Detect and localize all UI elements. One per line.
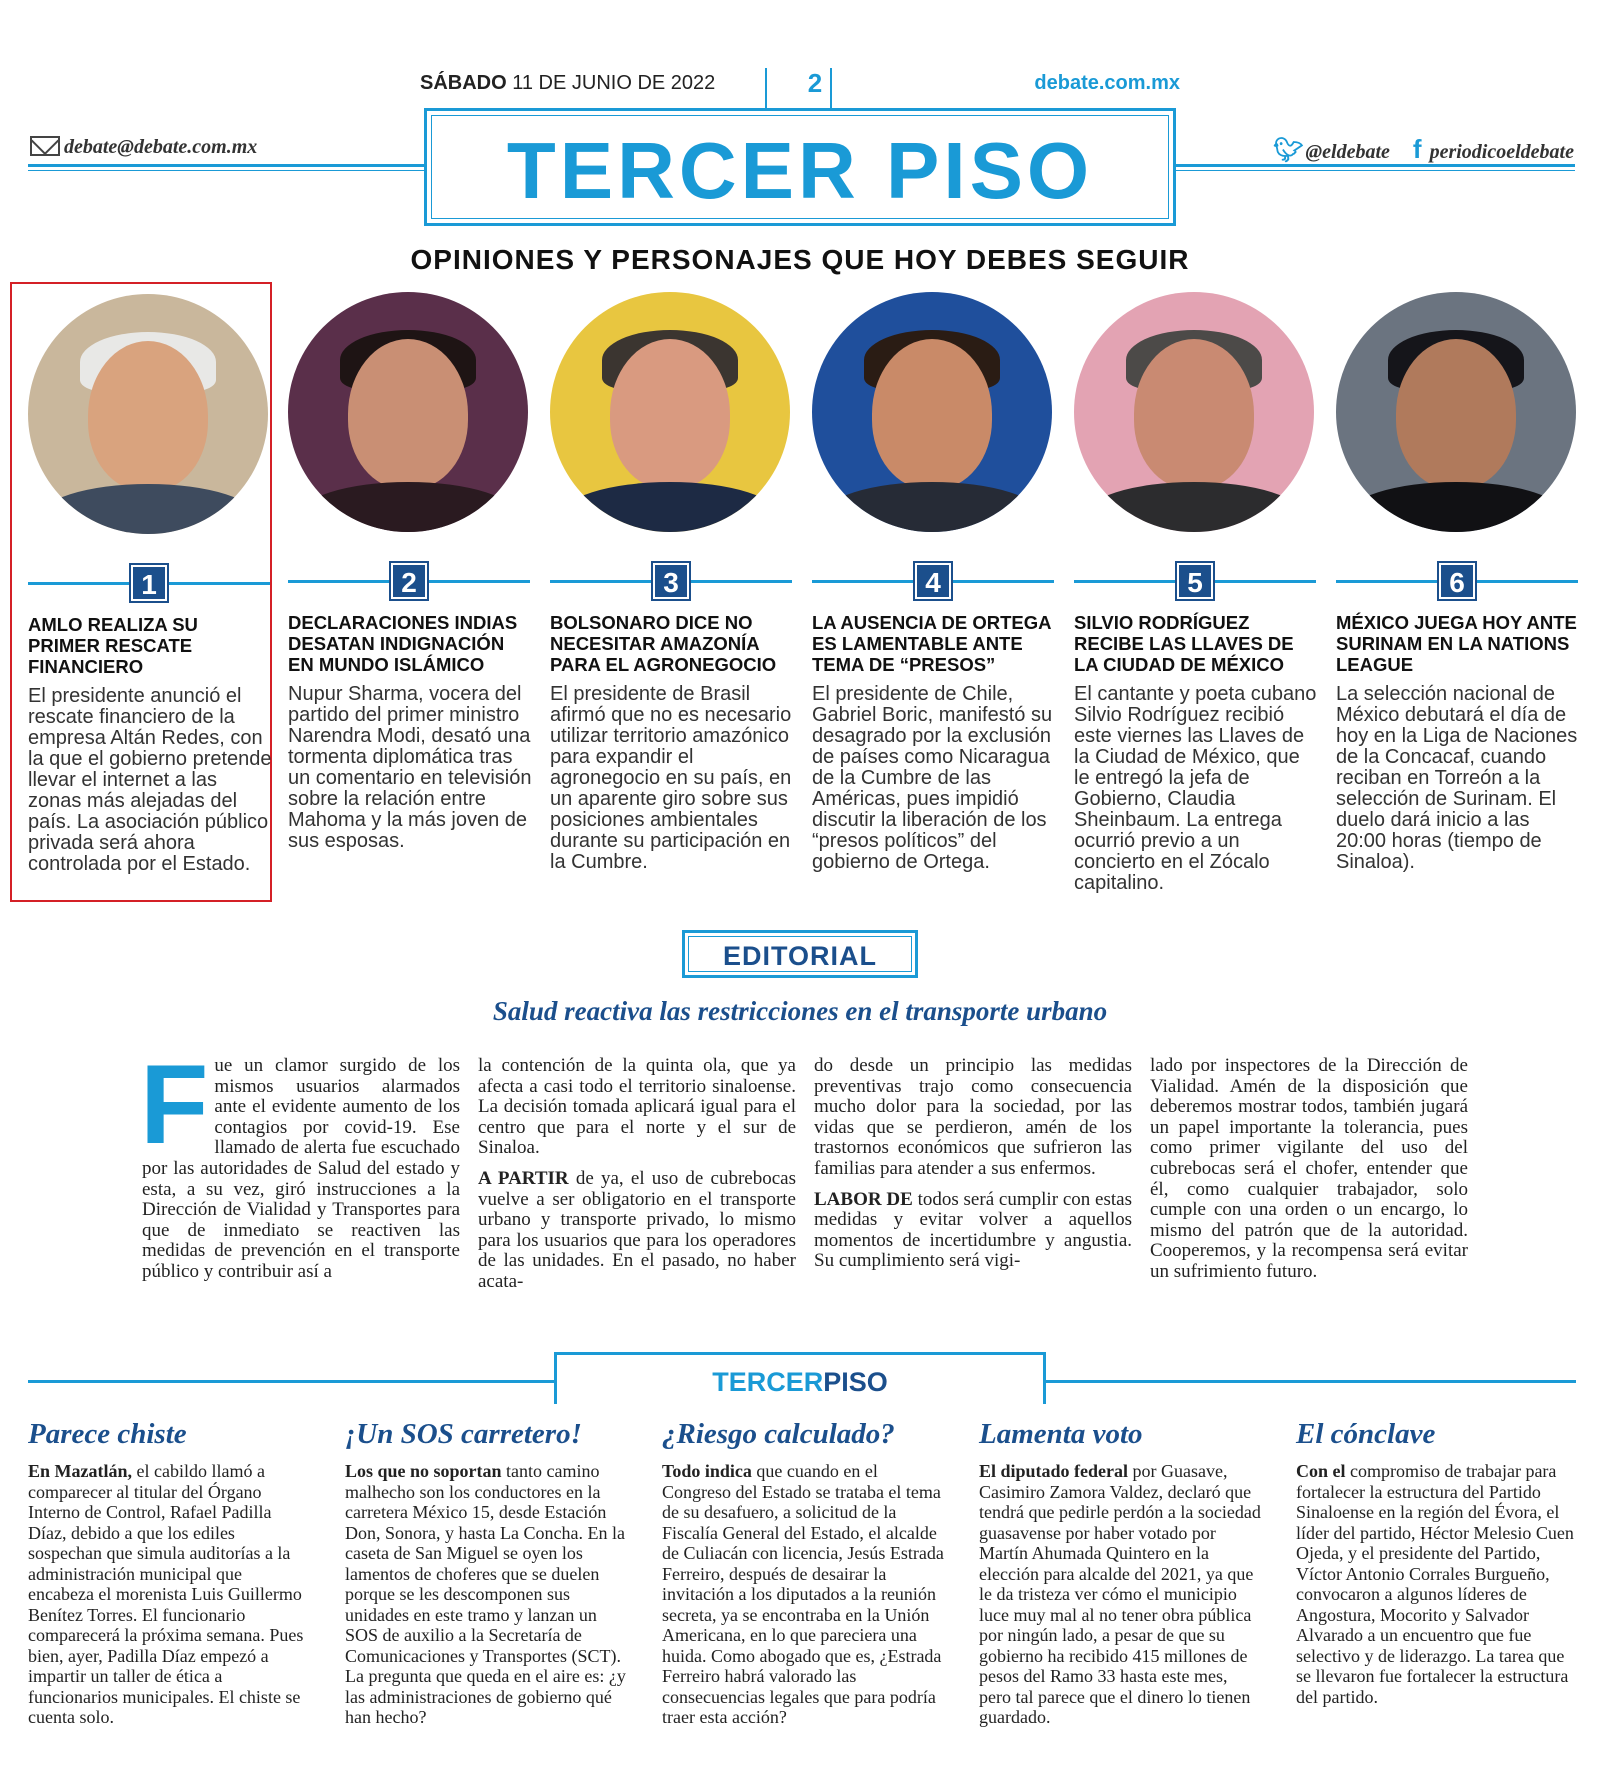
editorial-text: do desde un principio las medidas preventivas trajo como consecuencia mucho dolor para la sociedad, por las vidas que se perdieron, amén de los trastornos económicos que sufrieron las familias para atender a sus enfermos. bbox=[814, 1055, 1132, 1179]
editorial-text: la contención de la quinta ola, que ya afecta a casi todo el territorio sinaloense. La decisión tomada aplicará igual para el centro que para el norte y el sur de Sinaloa. bbox=[478, 1055, 796, 1159]
editorial-text: de ya, el uso de cubrebocas vuelve a ser obligatorio en el transporte urbano y transporte privado, lo mismo para los usuarios que para los operadores de las unidades. En el pasado, no haber acata- bbox=[478, 1167, 796, 1292]
portrait-photo bbox=[1336, 292, 1576, 532]
person-headline: DECLARACIONES INDIAS DESATAN INDIGNACIÓN EN MUNDO ISLÁMICO bbox=[288, 612, 518, 675]
rank-badge: 1 bbox=[131, 565, 167, 601]
portrait-photo bbox=[550, 292, 790, 532]
twitter-handle[interactable]: @eldebate bbox=[1305, 141, 1390, 163]
person-summary: La selección nacional de México debutará el día de hoy en la Liga de Naciones de la Concacaf, cuando reciban en Torreón a la selección de Surinam. El duelo dará inicio a las 20:00 horas (tiempo de Sinaloa). bbox=[1336, 683, 1578, 873]
drop-cap: F bbox=[140, 1042, 209, 1167]
column-text: Los que no soportan tanto camino malhecho son los conductores en la carretera México 15, desde Estación Don, Sonora, y hasta La Concha. En la caseta de San Miguel se oyen los lamentos de choferes que se duelen porque se les descomponen sus unidades en este tramo y lanzan un SOS de auxilio a la Secretaría de Comunicaciones y Transportes (SCT). La pregunta que queda en el aire es: ¿y las administraciones de gobierno qué han hecho? bbox=[345, 1461, 626, 1727]
person-card-1[interactable] bbox=[10, 282, 272, 902]
site-link[interactable]: debate.com.mx bbox=[1034, 72, 1180, 94]
column-heading: Lamenta voto bbox=[979, 1418, 1143, 1450]
section-title-box bbox=[424, 108, 1176, 226]
rank-badge: 4 bbox=[915, 563, 951, 599]
person-card-5[interactable] bbox=[1058, 282, 1320, 902]
editorial-title: Salud reactiva las restricciones en el transporte urbano bbox=[492, 996, 1108, 1026]
portrait-photo bbox=[812, 292, 1052, 532]
portrait-photo bbox=[28, 294, 268, 534]
editorial-label-box bbox=[682, 930, 918, 978]
editorial-column-2 bbox=[478, 1056, 796, 1303]
person-card-6[interactable] bbox=[1320, 282, 1582, 902]
rule bbox=[1175, 170, 1575, 171]
paragraph-lead: A PARTIR bbox=[478, 1167, 569, 1189]
column-heading: Parece chiste bbox=[28, 1418, 187, 1450]
column-heading: ¡Un SOS carretero! bbox=[345, 1418, 582, 1450]
issue-date: SÁBADO 11 DE JUNIO DE 2022 bbox=[420, 72, 716, 94]
email-contact[interactable] bbox=[30, 136, 257, 159]
editorial-column-1 bbox=[140, 1042, 460, 1293]
person-summary: Nupur Sharma, vocera del partido del primer ministro Narendra Modi, desató una tormenta diplomática tras un comentario en televisión sobre la relación entre Mahoma y la más joven de sus esposas. bbox=[288, 683, 532, 852]
portrait-photo bbox=[1074, 292, 1314, 532]
person-headline: BOLSONARO DICE NO NECESITAR AMAZONÍA PARA EL AGRONEGOCIO bbox=[550, 612, 777, 675]
rank-badge: 6 bbox=[1439, 563, 1475, 599]
rule bbox=[28, 164, 426, 167]
editorial-label: EDITORIAL bbox=[722, 941, 877, 971]
column-item-5 bbox=[1296, 1418, 1578, 1707]
editorial-text: lado por inspectores de la Dirección de Vialidad. Amén de la disposición que deberemos mostrar todos, también jugará un papel importante la tolerancia, pues como primer vigilante del uso del cubrebocas será el chofer, entender que él, como cualquier trabajador, solo cumple con una orden o un encargo, lo mismo del patrón que de la autoridad. Cooperemos, y la recompensa será evitar un sufrimiento futuro. bbox=[1150, 1055, 1468, 1282]
editorial-body bbox=[140, 1042, 1468, 1306]
person-summary: El presidente anunció el rescate financiero de la empresa Altán Redes, con la que el gobierno pretende llevar el internet a las zonas más alejadas del país. La asociación público privada será ahora controlada por el Estado. bbox=[28, 685, 272, 875]
mail-icon bbox=[30, 136, 60, 156]
person-headline: SILVIO RODRÍGUEZ RECIBE LAS LLAVES DE LA CIUDAD DE MÉXICO bbox=[1074, 612, 1294, 675]
column-item-2 bbox=[345, 1418, 627, 1728]
tercer-piso-label-box bbox=[554, 1352, 1046, 1404]
rule bbox=[28, 170, 426, 171]
divider bbox=[765, 68, 767, 108]
column-text: El diputado federal por Guasave, Casimiro Zamora Valdez, declaró que tendrá que pedirle perdón a la sociedad guasavense por haber votado por Martín Ahumada Quintero en la elección para alcalde del 2021, ya que le da tristeza ver cómo el municipio luce muy mal al no tener obra pública por ningún lado, a pesar de que su gobierno ha recibido 415 millones de pesos del Ramo 33 hasta este mes, pero tal parece que el dinero lo tienen guardado. bbox=[979, 1461, 1261, 1727]
person-summary: El presidente de Chile, Gabriel Boric, manifestó su desagrado por la exclusión de países como Nicaragua de la Cumbre de las Américas, pues impidió discutir la liberación de los “presos políticos” del gobierno de Ortega. bbox=[812, 683, 1053, 873]
person-summary: El cantante y poeta cubano Silvio Rodríguez recibió este viernes las Llaves de la Ciudad de México, que le entregó la jefa de Gobierno, Claudia Sheinbaum. La entrega ocurrió previo a un concierto en el Zócalo capitalino. bbox=[1074, 683, 1317, 894]
column-item-4 bbox=[979, 1418, 1261, 1728]
person-headline: LA AUSENCIA DE ORTEGA ES LAMENTABLE ANTE TEMA DE “PRESOS” bbox=[812, 612, 1051, 675]
page-number: 2 bbox=[807, 68, 823, 98]
column-text: Con el compromiso de trabajar para fortalecer la estructura del Partido Sinaloense en la región del Évora, el líder del partido, Héctor Melesio Cuen Ojeda, y el presidente del Partido, Víctor Antonio Corrales Burgueño, convocaron a algunos líderes de Angostura, Mocorito y Salvador Alvarado a un encuentro que fue selectivo y de liderazgo. La tarea que se llevaron fue fortalecer la estructura del partido. bbox=[1296, 1461, 1574, 1707]
tercer-piso-label: TERCERPISO bbox=[712, 1367, 888, 1397]
rank-badge: 5 bbox=[1177, 563, 1213, 599]
editorial-text: todos será cumplir con estas medidas y evitar volver a aquellos momentos de incertidumbre y angustia. Su cumplimiento será vigi- bbox=[814, 1188, 1132, 1272]
section-subtitle: OPINIONES Y PERSONAJES QUE HOY DEBES SEGUIR bbox=[410, 244, 1190, 275]
persons-row bbox=[10, 282, 1590, 902]
person-summary: El presidente de Brasil afirmó que no es necesario utilizar territorio amazónico para expandir el agronegocio en su país, en un aparente giro sobre sus posiciones ambientales durante su participación en la Cumbre. bbox=[550, 683, 792, 873]
column-item-3 bbox=[662, 1418, 944, 1728]
divider bbox=[830, 68, 832, 108]
editorial-column-3 bbox=[814, 1056, 1132, 1282]
person-headline: MÉXICO JUEGA HOY ANTE SURINAM EN LA NATIONS LEAGUE bbox=[1336, 612, 1577, 675]
rank-badge: 3 bbox=[653, 563, 689, 599]
column-item-1 bbox=[28, 1418, 310, 1728]
column-heading: ¿Riesgo calculado? bbox=[662, 1418, 895, 1450]
person-card-4[interactable] bbox=[796, 282, 1058, 902]
person-headline: AMLO REALIZA SU PRIMER RESCATE FINANCIERO bbox=[28, 614, 198, 677]
column-heading: El cónclave bbox=[1296, 1418, 1436, 1450]
person-card-3[interactable] bbox=[534, 282, 796, 902]
masthead-top-line bbox=[420, 68, 1180, 98]
editorial-column-4 bbox=[1150, 1056, 1468, 1293]
column-text: Todo indica que cuando en el Congreso del Estado se trataba el tema de su desafuero, a solicitud de la Fiscalía General del Estado, el alcalde de Culiacán con licencia, Jesús Estrada Ferreiro, después de desairar la invitación a los diputados a la reunión secreta, ya se encontraba en la Unión Americana, en lo que pareciera una huida. Como abogado que es, ¿Estrada Ferreiro habrá valorado las consecuencias legales que para podría traer esta acción? bbox=[662, 1461, 944, 1727]
twitter-icon[interactable]: 🐦︎ bbox=[1273, 138, 1304, 164]
rank-badge: 2 bbox=[391, 563, 427, 599]
editorial-text: ue un clamor surgido de los mismos usuarios alarmados ante el evidente aumento de los contagios por covid-19. Ese llamado de alerta fue escuchado por las autoridades de Salud del estado y esta, a su vez, giró instrucciones a la Dirección de Vialidad y Transportes para que de inmediato se reactiven las medidas de prevención en el transporte público y contribuir así a bbox=[142, 1055, 460, 1282]
email-text: debate@debate.com.mx bbox=[64, 136, 258, 158]
section-title: TERCER PISO bbox=[506, 126, 1094, 215]
facebook-handle[interactable]: periodicoeldebate bbox=[1429, 141, 1574, 163]
rule bbox=[1046, 1380, 1576, 1383]
social-links bbox=[1273, 134, 1574, 165]
paragraph-lead: LABOR DE bbox=[814, 1188, 913, 1210]
portrait-photo bbox=[288, 292, 528, 532]
rule bbox=[28, 1380, 554, 1383]
facebook-icon[interactable]: f bbox=[1412, 134, 1422, 164]
column-text: En Mazatlán, el cabildo llamó a comparecer al titular del Órgano Interno de Control, Rafael Padilla Díaz, debido a que los ediles sospechan que simula auditorías a la administración municipal que encabeza el morenista Luis Guillermo Benítez Torres. El funcionario comparecerá la próxima semana. Pues bien, ayer, Padilla Díaz empezó a impartir un taller de ética a funcionarios municipales. El chiste se cuenta solo. bbox=[28, 1461, 304, 1727]
person-card-2[interactable] bbox=[272, 282, 534, 902]
